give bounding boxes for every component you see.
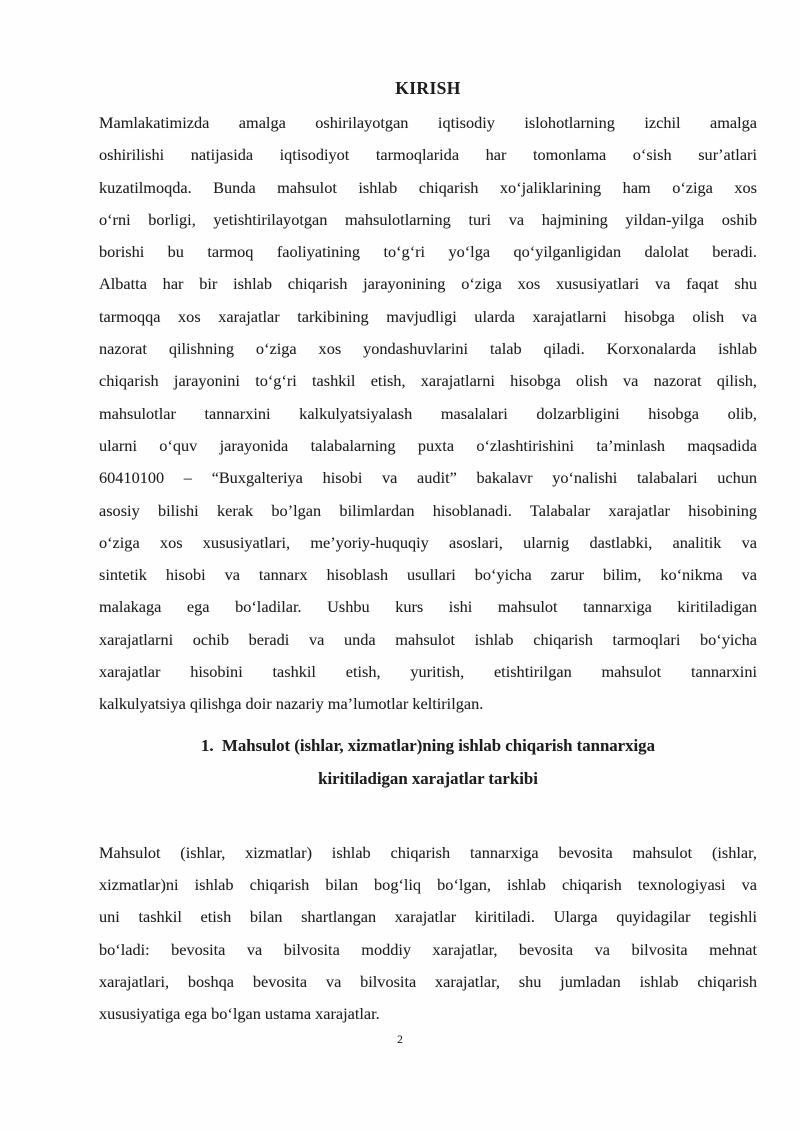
text-line: xususiyatiga ega boʻlgan ustama xarajatlar. bbox=[99, 1004, 380, 1024]
chapter-title: KIRISH bbox=[395, 78, 461, 98]
text-line: borishi bu tarmoq faoliyatining toʻgʻri yoʻlga qoʻyilganligidan dalolat beradi. bbox=[99, 242, 757, 262]
text-line: malakaga ega boʻladilar. Ushbu kurs ishi mahsulot tannarxiga kiritiladigan bbox=[99, 597, 757, 617]
text-line: uni tashkil etish bilan shartlangan xarajatlar kiritiladi. Ularga quyidagilar tegishli bbox=[99, 907, 757, 927]
intro-paragraph bbox=[99, 107, 757, 721]
text-line: tarmoqqa xos xarajatlar tarkibining mavjudligi ularda xarajatlarni hisobga olish va bbox=[99, 306, 757, 326]
text-line: kuzatilmoqda. Bunda mahsulot ishlab chiqarish xoʻjaliklarining ham oʻziga xos bbox=[99, 177, 757, 197]
text-line: xarajatlarni ochib beradi va unda mahsulot ishlab chiqarish tarmoqlari boʻyicha bbox=[99, 629, 757, 649]
text-line: xarajatlar hisobini tashkil etish, yuritish, etishtirilgan mahsulot tannarxini bbox=[99, 662, 757, 682]
text-line: nazorat qilishning oʻziga xos yondashuvlarini talab qiladi. Korxonalarda ishlab bbox=[99, 339, 757, 359]
text-line: sintetik hisobi va tannarx hisoblash usullari boʻyicha zarur bilim, koʻnikma va bbox=[99, 565, 757, 585]
text-line: chiqarish jarayonini toʻgʻri tashkil etish, xarajatlarni hisobga olish va nazorat qilish, bbox=[99, 371, 757, 391]
text-line: oʻziga xos xususiyatlari, meʼyoriy-huquqiy asoslari, ularnig dastlabki, analitik va bbox=[99, 532, 757, 552]
page-number: 2 bbox=[397, 1034, 403, 1046]
text-line: xizmatlar)ni ishlab chiqarish bilan bogʻliq boʻlgan, ishlab chiqarish texnologiyasi va bbox=[99, 874, 757, 894]
section-heading-line-1: 1. Mahsulot (ishlar, xizmatlar)ning ishlab chiqarish tannarxiga bbox=[201, 735, 655, 755]
text-line: 60410100 – “Buxgalteriya hisobi va audit” bakalavr yoʻnalishi talabalari uchun bbox=[99, 468, 757, 488]
section-heading bbox=[99, 729, 757, 795]
text-line: Mamlakatimizda amalga oshirilayotgan iqtisodiy islohotlarning izchil amalga bbox=[99, 113, 757, 132]
text-line: xarajatlari, boshqa bevosita va bilvosita xarajatlar, shu jumladan ishlab chiqarish bbox=[99, 971, 757, 991]
text-line: asosiy bilishi kerak boʼlgan bilimlardan hisoblanadi. Talabalar xarajatlar hisobining bbox=[99, 500, 757, 520]
text-line: Albatta har bir ishlab chiqarish jarayonining oʻziga xos xususiyatlari va faqat shu bbox=[99, 274, 757, 294]
body-paragraph bbox=[99, 837, 757, 1031]
text-line: ularni oʻquv jarayonida talabalarning puxta oʻzlashtirishini taʼminlash maqsadida bbox=[99, 435, 757, 455]
document-content bbox=[99, 72, 757, 1030]
text-line: oʻrni borligi, yetishtirilayotgan mahsulotlarning turi va hajmining yildan-yilga oshib bbox=[99, 209, 757, 229]
text-line: oshirilishi natijasida iqtisodiyot tarmoqlarida har tomonlama oʻsish surʼatlari bbox=[99, 145, 757, 165]
text-line: Mahsulot (ishlar, xizmatlar) ishlab chiqarish tannarxiga bevosita mahsulot (ishlar, bbox=[99, 842, 757, 862]
text-line: kalkulyatsiya qilishga doir nazariy maʼlumotlar keltirilgan. bbox=[99, 694, 484, 714]
section-heading-line-2: kiritiladigan xarajatlar tarkibi bbox=[318, 768, 538, 788]
text-line: boʻladi: bevosita va bilvosita moddiy xarajatlar, bevosita va bilvosita mehnat bbox=[99, 939, 757, 959]
text-line: mahsulotlar tannarxini kalkulyatsiyalash masalalari dolzarbligini hisobga olib, bbox=[99, 403, 757, 423]
